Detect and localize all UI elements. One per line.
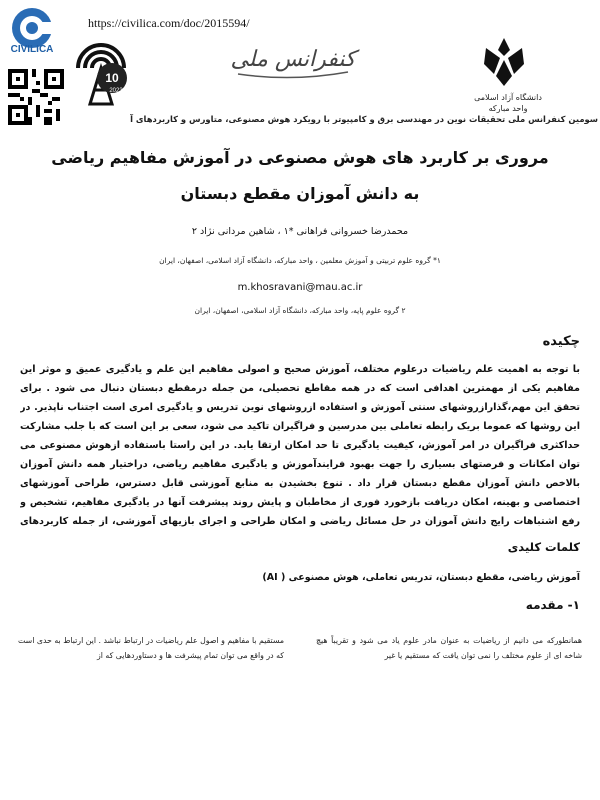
qr-code-icon [8,66,64,128]
conference-name-line: سومین کنفرانس ملی تحقیقات نوین در مهندسی برق و کامپیوتر با رویکرد هوش مصنوعی، متاورس و کاربردهای آ [130,114,598,124]
civilica-wordmark: CIVILICA [10,44,54,55]
affiliation-2: ۲ گروه علوم پایه، واحد مبارکه، دانشگاه آزاد اسلامی، اصفهان، ایران [194,306,406,315]
intro-right-column: همانطورکه می دانیم از ریاضیات به عنوان مادر علوم یاد می شود و تقریباً هیچ شاخه ای از علوم مختلف را نمی توان یافت که مستقیم یا غیر [316,636,582,660]
intro-left-column: مستقیم با مفاهیم و اصول علم ریاضیات در ارتباط نباشد . این ارتباط به حدی است که در واقع می توان تمام پیشرفت ها و دستاوردهایی که از [18,636,284,660]
paper-title-line1: مروری بر کاربرد های هوش مصنوعی در آموزش مفاهیم ریاضی [51,148,549,167]
keywords-list: آموزش ریاضی، مقطع دبستان، تدریس تعاملی، هوش مصنوعی ( AI) [262,572,580,583]
document-url[interactable]: https://civilica.com/doc/2015594/ [88,16,250,30]
conference-badge-logo [68,38,134,108]
abstract-heading: چکیده [542,334,580,349]
affiliation-1: ۱* گروه علوم تربیتی و آموزش معلمین ، واحد مبارکه، دانشگاه آزاد اسلامی، اصفهان، ایران [159,256,441,265]
introduction-heading: ۱- مقدمه [525,598,580,612]
university-name [452,92,564,114]
conference-logo-text: کنفرانس ملی [230,47,356,72]
university-name-line1: دانشگاه آزاد اسلامی [474,93,542,102]
keywords-heading: کلمات کلیدی [507,540,580,554]
university-logo [476,34,532,90]
civilica-logo [6,6,58,66]
author-email[interactable]: m.khosravani@mau.ac.ir [237,282,363,293]
paper-title-line2: به دانش آموزان مقطع دبستان [180,184,420,203]
university-name-line2: واحد مبارکه [488,104,528,113]
abstract-body: با توجه به اهمیت علم ریاضیات درعلوم مختلف، آموزش صحیح و اصولی مفاهیم این علم و یادگیری عمیق و موثر این مفاهیم یکی از مهمترین اهدافی است که در همه مقاطع تحصیلی، من جمله درمقطع دبستان دنبال می شود . برای تحقق این مهم،گذارازروشهای سنتی آموزش و استفاده ازروشهای نوین تدریس و یادگیری امری است اجتناب ناپذیر. در این روشها که عموما بریک رابطه تعاملی بین مدرسین و فراگیران تاکید می شود، سعی بر این است که با جلب مشارکت حداکثری فراگیران در امر آموزش، کیفیت یادگیری تا حد امکان ارتقا یابد. در این راستا باستفاده ازهوش مصنوعی می توان امکانات و فرصتهای بسیاری را جهت بهبود فرایندآموزش و یادگیری مفاهیم ریاضی، دراختیار همه دانش آموزان بالاخص دانش آموزان مقطع دبستان قرار داد . تنوع بخشیدن به منابع آموزشی قابل دسترس، طراحی آموزشهای اختصاصی و بهینه، امکان دریافت بازخورد فوری از مخاطبان و پایش روند پیشرفت آنها در یادگیری مفاهیم، تشخیص و رفع اشتباهات رایج دانش آموزان در حل مسائل ریاضی و امکان طراحی و اجرای بازیهای آموزشی، از جمله کاربردهای [20,364,580,527]
badge-number: 10 [105,71,119,85]
conference-calligraphy-logo [218,34,368,84]
badge-year: 2023 [109,88,123,94]
paper-authors: محمدرضا خسروانی فراهانی *۱ ، شاهین مردانی نژاد ۲ [191,226,409,237]
